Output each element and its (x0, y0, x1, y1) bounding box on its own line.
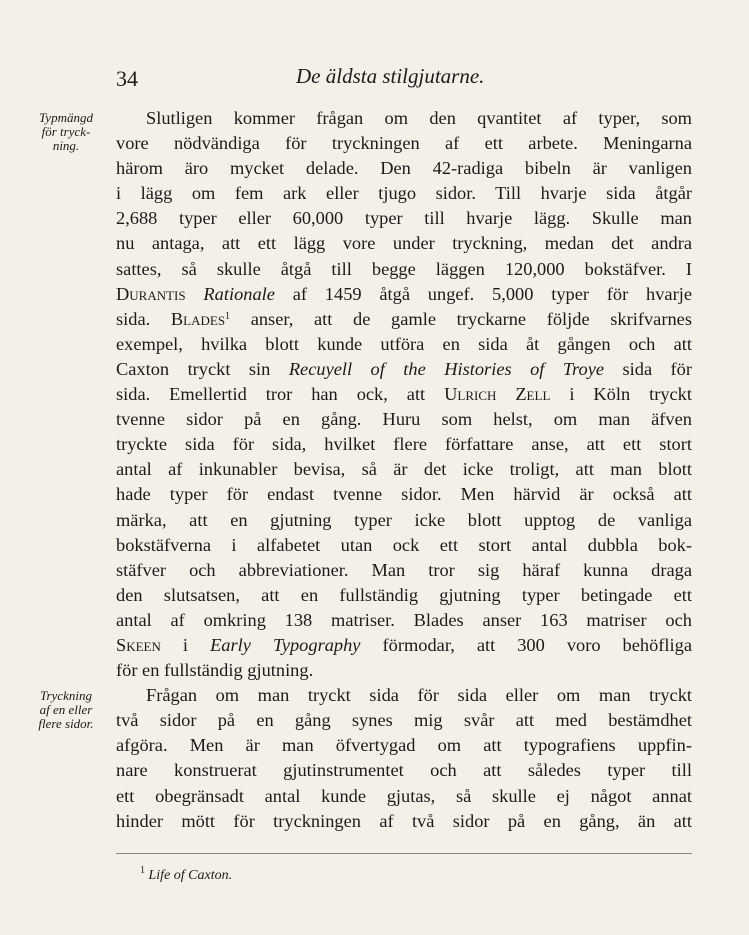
text-line: hade typer för endast tvenne sidor. Men härvid är också att (116, 484, 692, 505)
work-title: Early Typography (210, 634, 361, 655)
text-line (116, 282, 692, 307)
text-line: bokstäfverna i alfabetet utan ock ett stort antal dubbla bok- (116, 534, 692, 555)
margin-note-line: flere sidor. (38, 716, 94, 731)
running-title: De äldsta stilgjutarne. (296, 64, 485, 88)
text-line: 2,688 typer eller 60,000 typer till hvarje lägg. Skulle man (116, 208, 692, 229)
margin-note-typmangd (20, 111, 112, 153)
text-line: den slutsatsen, att en fullständig gjutning typer betingade ett (116, 584, 692, 605)
text-line: tvenne sidor på en gång. Huru som helst, om man äfven (116, 409, 692, 430)
text-line (116, 307, 692, 332)
margin-note-line: Typmängd (39, 110, 93, 125)
footnote-marker: 1 (140, 865, 145, 876)
text-run: anser, att de gamle tryckarne följde skrifvarnes (250, 308, 692, 329)
page-header (0, 60, 749, 92)
margin-note-line: ning. (52, 138, 80, 153)
text-line: afgöra. Men är man öfvertygad om att typografiens uppfin- (116, 735, 692, 756)
text-line (116, 382, 692, 407)
text-line: härom äro mycket delade. Den 42-radiga bibeln är vanligen (116, 158, 692, 179)
text-run: förmodar, att 300 voro behöfliga (382, 634, 692, 655)
text-run: sida. (116, 308, 151, 329)
margin-note-tryckning (20, 689, 112, 731)
text-line: nu antaga, att ett lägg vore under tryckning, medan det andra (116, 233, 692, 254)
text-line: i lägg om fem ark eller tjugo sidor. Till hvarje sida åtgår (116, 183, 692, 204)
footnote-reference[interactable]: 1 (225, 310, 231, 322)
author-name: Skeen (116, 634, 161, 655)
text-line: hinder mött för tryckningen af två sidor på en gång, än att (116, 810, 692, 831)
text-line (116, 633, 692, 658)
page-number: 34 (116, 66, 138, 91)
text-line: sattes, så skulle åtgå till begge läggen 120,000 bokstäfver. I (116, 258, 692, 279)
margin-note-line: för tryck- (41, 124, 91, 139)
footnote (140, 865, 233, 884)
text-line: ett obegränsadt antal kunde gjutas, så skulle ej något annat (116, 785, 692, 806)
work-title: Recuyell of the Histories of Troye (288, 358, 605, 379)
text-run: sida för (622, 358, 692, 379)
text-line: antal af omkring 138 matriser. Blades anser 163 matriser och (116, 609, 692, 630)
text-line: Frågan om man tryckt sida för sida eller om man tryckt (146, 685, 692, 706)
text-line: för en fullständig gjutning. (116, 660, 314, 681)
text-line: exempel, hvilka blott kunde utföra en sida åt gången och att (116, 333, 692, 354)
text-line (116, 357, 692, 382)
text-run: i Köln tryckt (569, 384, 692, 405)
author-name: Blades (170, 308, 226, 329)
author-name: Durantis (116, 283, 186, 304)
text-line: två sidor på en gång synes mig svår att med bestämdhet (116, 710, 692, 731)
body-text (116, 106, 692, 834)
footnote-text: Life of Caxton. (148, 868, 233, 883)
text-run: sida. Emellertid tror han ock, att (116, 384, 426, 405)
text-line: tryckte sida för sida, hvilket flere författare anse, att ett stort (116, 434, 692, 455)
margin-note-line: Tryckning (40, 688, 92, 703)
text-run: af 1459 åtgå ungef. 5,000 typer för hvarje (292, 283, 692, 304)
author-name: Ulrich Zell (444, 384, 551, 405)
text-run: i (182, 634, 189, 655)
text-line: nare konstruerat gjutinstrumentet och att således typer till (116, 760, 692, 781)
text-line: Slutligen kommer frågan om den qvantitet af typer, som (146, 108, 692, 128)
work-title: Rationale (203, 283, 275, 304)
footnote-divider (116, 853, 692, 854)
text-line: antal af inkunabler bevisa, så är det icke troligt, att man blott (116, 459, 692, 480)
text-run: Caxton tryckt sin (116, 358, 271, 379)
text-line: vore nödvändiga för tryckningen af ett arbete. Meningarna (116, 133, 692, 154)
text-line: stäfver och abbreviationer. Man tror sig häraf kunna draga (116, 559, 692, 580)
text-line: märka, att en gjutning typer icke blott upptog de vanliga (116, 509, 692, 530)
margin-note-line: af en eller (39, 702, 93, 717)
